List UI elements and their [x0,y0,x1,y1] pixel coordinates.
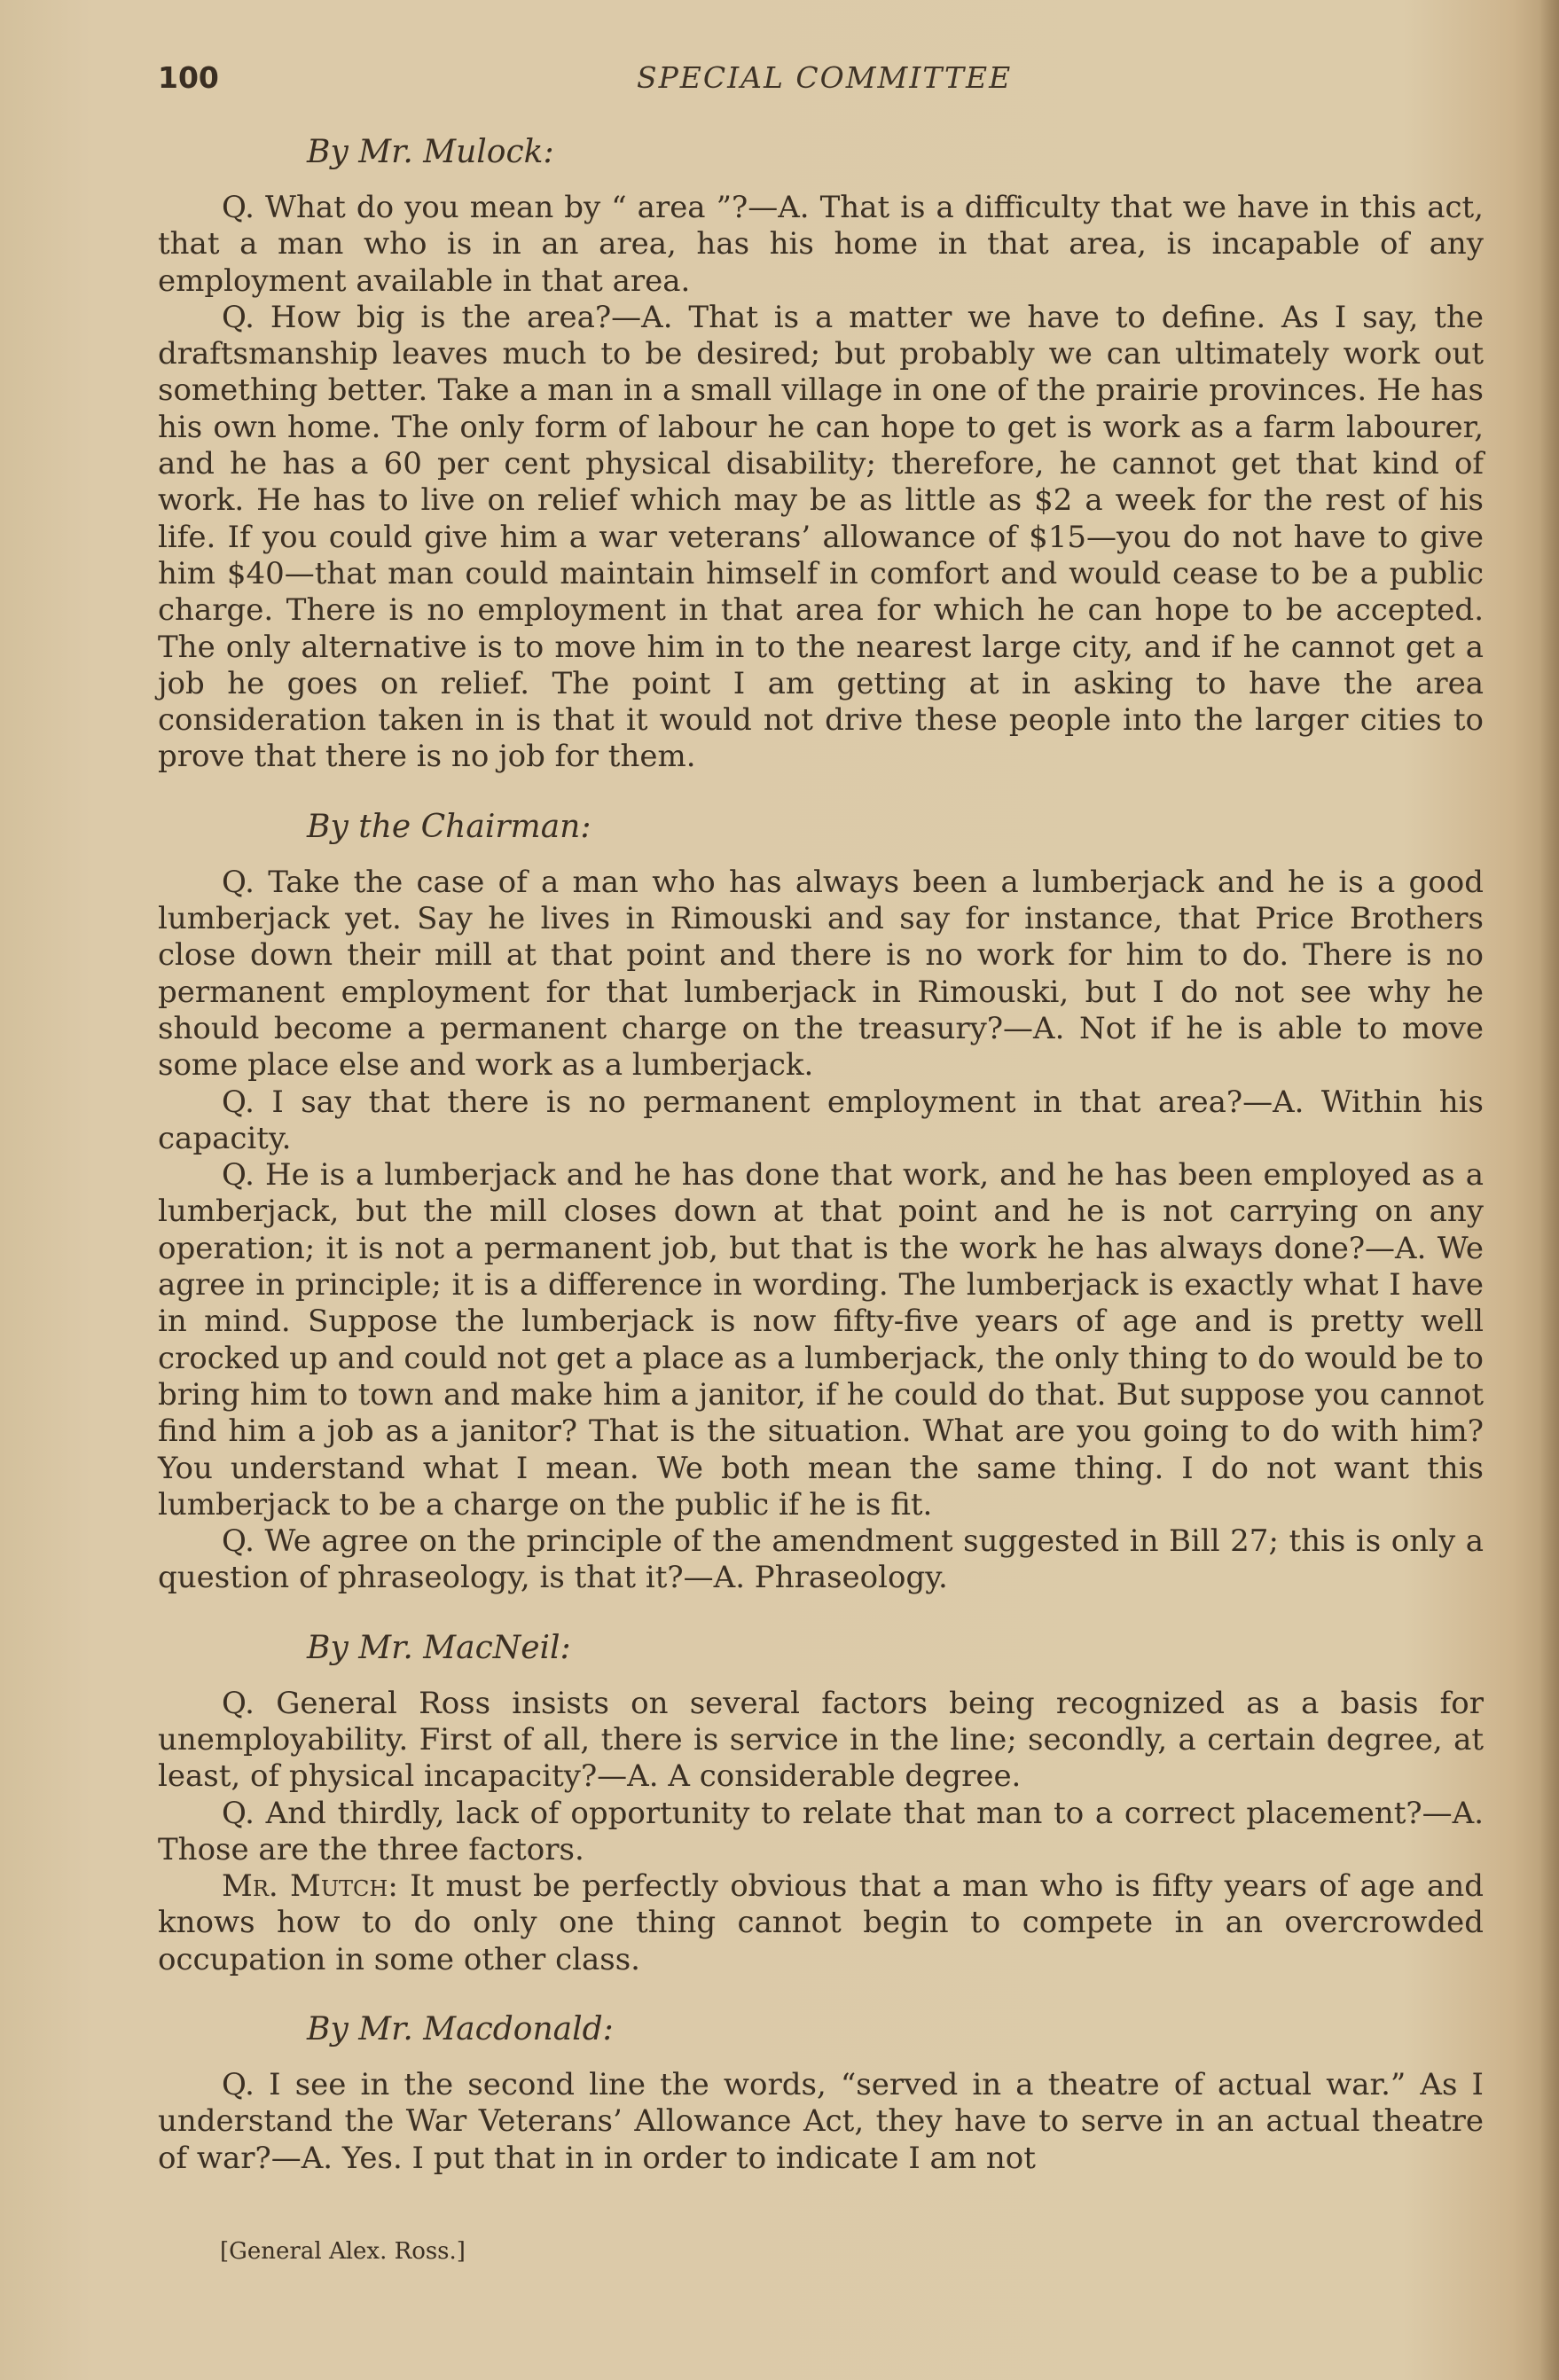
paragraph: Q. General Ross insists on several factors being recognized as a basis for unemployability. First of all, there is service in the line; secondly, a certain degree, at least, of physical incapacity?—A. A considerable degree. [158,1685,1484,1795]
mutch-statement [158,1868,1484,1978]
transcript-body [158,133,1484,2177]
page-number: 100 [158,60,219,95]
paragraph: Q. I say that there is no permanent employment in that area?—A. Within his capacity. [158,1084,1484,1156]
statement-text: : It must be perfectly obvious that a man who is fifty years of age and knows how to do only one thing cannot begin to compete in an overcrowded occupation in some other class. [158,1868,1484,1977]
paragraph: Q. I see in the second line the words, “served in a theatre of actual war.” As I understand the War Veterans’ Allowance Act, they have to serve in an actual theatre of war?—A. Yes. I put that in in order to indicate I am not [158,2067,1484,2176]
speaker-name: Mr. Mutch [222,1868,388,1905]
speaker-heading: By Mr. Macdonald: [307,2011,614,2048]
paragraph: Q. How big is the area?—A. That is a matter we have to define. As I say, the draftsmanship leaves much to be desired; but probably we can ultimately work out something better. Take a man in a small village in one of the prairie provinces. He has his own home. The only form of labour he can hope to get is work as a farm labourer, and he has a 60 per cent physical disability; therefore, he cannot get that kind of work. He has to live on relief which may be as little as $2 a week for the rest of his life. If you could give him a war veterans’ allowance of $15—you do not have to give him $40—that man could maintain himself in comfort and would cease to be a public charge. There is no employment in that area for which he can hope to be accepted. The only alternative is to move him in to the nearest large city, and if he cannot get a job he goes on relief. The point I am getting at in asking to have the area consideration taken in is that it would not drive these people into the larger cities to prove that there is no job for them. [158,299,1484,775]
paragraph: Q. Take the case of a man who has always been a lumberjack and he is a good lumberjack yet. Say he lives in Rimouski and say for instance, that Price Brothers close down their mill at that point and there is no work for him to do. There is no permanent employment for that lumberjack in Rimouski, but I do not see why he should become a permanent charge on the treasury?—A. Not if he is able to move some place else and work as a lumberjack. [158,864,1484,1084]
speaker-heading: By the Chairman: [307,808,591,845]
paragraph: Q. He is a lumberjack and he has done that work, and he has been employed as a lumberjack, but the mill closes down at that point and he is not carrying on any operation; it is not a permanent job, but that is the work he has always done?—A. We agree in principle; it is a difference in wording. The lumberjack is exactly what I have in mind. Suppose the lumberjack is now fifty-five years of age and is pretty well crocked up and could not get a place as a lumberjack, the only thing to do would be to bring him to town and make him a janitor, if he could do that. But suppose you cannot find him a job as a janitor? That is the situation. What are you going to do with him? You understand what I mean. We both mean the same thing. I do not want this lumberjack to be a charge on the public if he is fit. [158,1157,1484,1523]
paragraph: Q. And thirdly, lack of opportunity to relate that man to a correct placement?—A. Those are the three factors. [158,1795,1484,1867]
speaker-heading: By Mr. MacNeil: [307,1629,571,1666]
running-header [158,60,1490,103]
witness-footer: [General Alex. Ross.] [220,2238,466,2265]
header-title: SPECIAL COMMITTEE [637,60,1013,95]
page-edge-shadow [1539,0,1559,2380]
paragraph: Q. We agree on the principle of the amendment suggested in Bill 27; this is only a question of phraseology, is that it?—A. Phraseology. [158,1523,1484,1596]
speaker-heading: By Mr. Mulock: [307,134,554,170]
paragraph: Q. What do you mean by “ area ”?—A. That is a difficulty that we have in this act, that a man who is in an area, has his home in that area, is incapable of any employment available in that area. [158,190,1484,299]
